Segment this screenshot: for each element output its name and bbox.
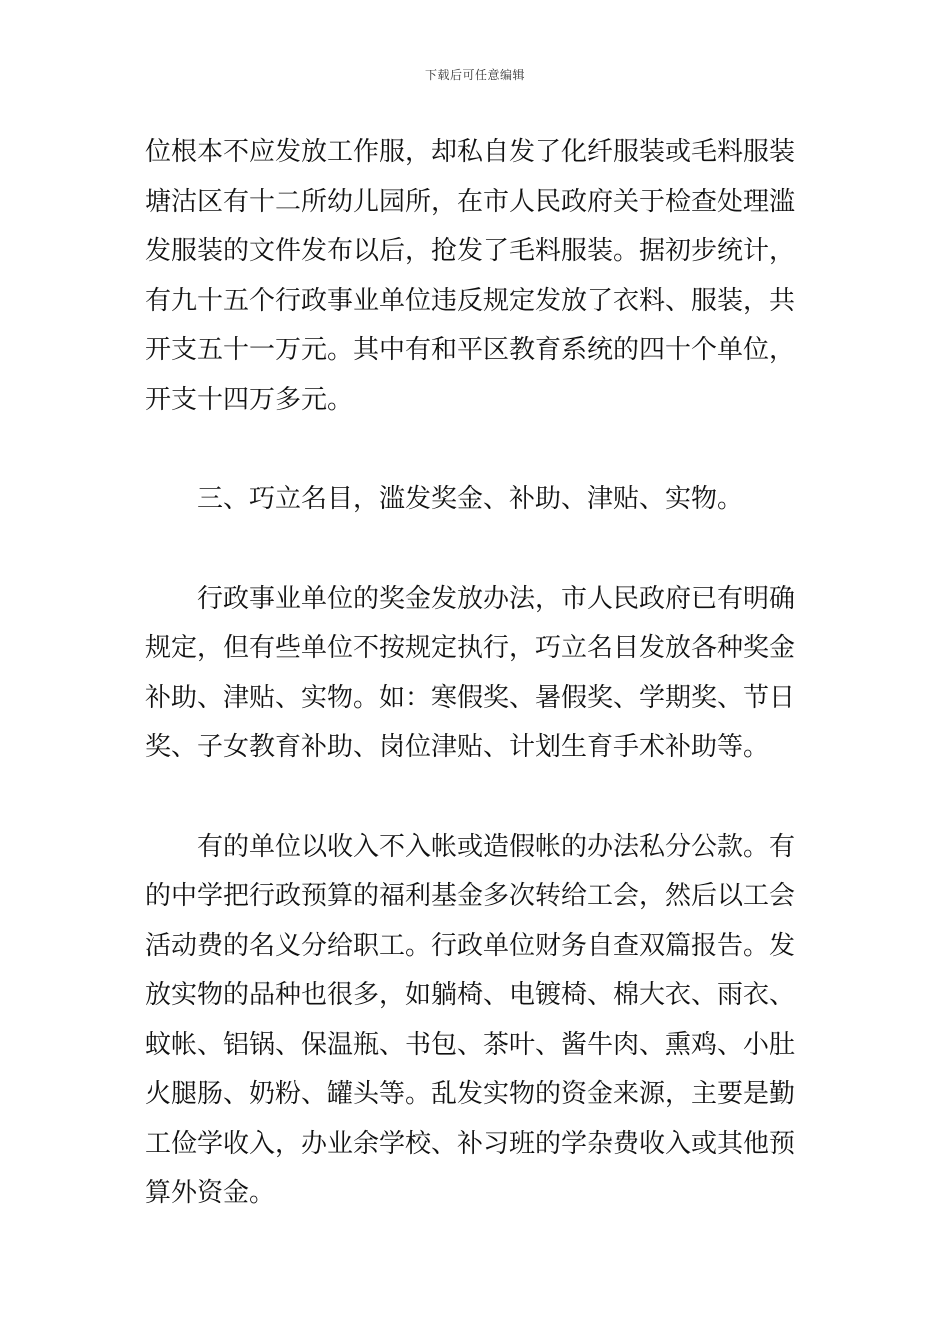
text-line: 算外资金。	[145, 1178, 276, 1208]
text-line: 活动费的名义分给职工。行政单位财务自查双篇报告。发	[145, 930, 796, 961]
text-line: 开支十四万多元。	[145, 384, 354, 415]
paragraph-gap	[145, 425, 807, 475]
page-header: 下载后可任意编辑	[424, 68, 525, 82]
text-line: 塘沽区有十二所幼儿园所，在市人民政府关于检查处理滥	[145, 186, 796, 217]
text-line: 工俭学收入，办业余学校、补习班的学杂费收入或其他预	[145, 1128, 796, 1159]
paragraph-4	[145, 823, 807, 1219]
paragraph-gap	[145, 525, 807, 575]
text-line: 火腿肠、奶粉、罐头等。乱发实物的资金来源，主要是勤	[145, 1079, 796, 1109]
text-line: 补助、津贴、实物。如：寒假奖、暑假奖、学期奖、节日	[145, 682, 796, 713]
text-line: 有的单位以收入不入帐或造假帐的办法私分公款。有	[197, 831, 796, 862]
text-line: 的中学把行政预算的福利基金多次转给工会，然后以工会	[145, 881, 796, 911]
text-line: 放实物的品种也很多，如躺椅、电镀椅、棉大衣、雨衣、	[145, 980, 796, 1010]
paragraph-gap	[145, 773, 807, 823]
text-line: 蚊帐、铝锅、保温瓶、书包、茶叶、酱牛肉、熏鸡、小肚	[145, 1029, 796, 1060]
paragraph-1	[145, 128, 807, 425]
text-line: 规定，但有些单位不按规定执行，巧立名目发放各种奖金	[145, 633, 796, 663]
text-line: 开支五十一万元。其中有和平区教育系统的四十个单位，	[145, 335, 796, 365]
document-body	[145, 128, 807, 1219]
heading-line: 三、巧立名目，滥发奖金、补助、津贴、实物。	[197, 484, 744, 514]
text-line: 发服装的文件发布以后，抢发了毛料服装。据初步统计，	[145, 236, 796, 266]
text-line: 奖、子女教育补助、岗位津贴、计划生育手术补助等。	[145, 732, 770, 762]
text-line: 行政事业单位的奖金发放办法，市人民政府已有明确	[197, 583, 796, 614]
paragraph-3	[145, 575, 807, 773]
text-line: 位根本不应发放工作服，却私自发了化纤服装或毛料服装	[145, 137, 796, 167]
text-line: 有九十五个行政事业单位违反规定发放了衣料、服装，共	[145, 285, 796, 316]
section-heading	[145, 475, 807, 525]
